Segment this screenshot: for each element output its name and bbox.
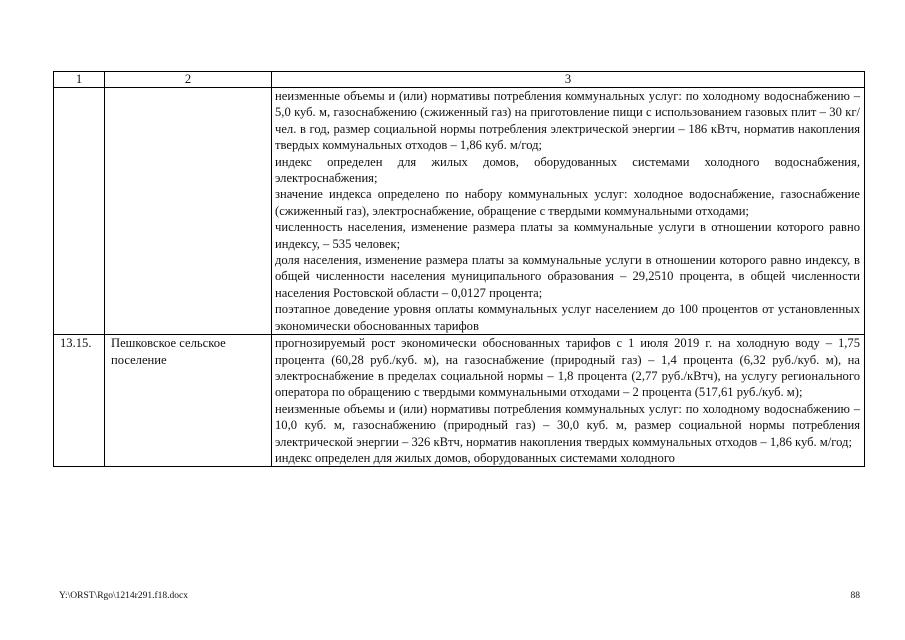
paragraph: доля населения, изменение размера платы за коммунальные услуги в отношении которого равно индексу, в общей численности населения муниципального образования – 29,2510 процента, в общей численности населения Ростовской области – 0,0127 процента;	[275, 253, 860, 300]
description-cell	[272, 335, 865, 467]
column-header-3: 3	[272, 72, 865, 88]
table-row	[54, 88, 865, 335]
footer-file-path: Y:\ORST\Rgo\1214r291.f18.docx	[59, 591, 188, 601]
column-header-1: 1	[54, 72, 105, 88]
paragraph: поэтапное доведение уровня оплаты коммунальных услуг населением до 100 процентов от установленных экономически обоснованных тарифов	[275, 302, 860, 333]
paragraph: численность населения, изменение размера платы за коммунальные услуги в отношении которого равно индексу, – 535 человек;	[275, 220, 860, 251]
description-cell	[272, 88, 865, 335]
page-number: 88	[850, 591, 860, 601]
row-number-cell: 13.15.	[54, 335, 105, 467]
paragraph: неизменные объемы и (или) нормативы потребления коммунальных услуг: по холодному водоснабжению – 10,0 куб. м, газоснабжению (природный газ) – 30,0 куб. м, размер социальной нормы потребления электрической энергии – 326 кВтч, норматив накопления твердых коммунальных отходов – 1,86 куб. м/год;	[275, 401, 860, 449]
paragraph: неизменные объемы и (или) нормативы потребления коммунальных услуг: по холодному водоснабжению – 5,0 куб. м, газоснабжению (сжиженный газ) на приготовление пищи с использованием газовых плит – 30 кг/чел. в год, размер социальной нормы потребления электрической энергии – 186 кВтч, норматив накопления твердых коммунальных отходов – 1,86 куб. м/год;	[275, 89, 860, 153]
table-header-row	[54, 72, 865, 88]
row-number-cell	[54, 88, 105, 335]
paragraph: значение индекса определено по набору коммунальных услуг: холодное водоснабжение, газоснабжение (сжиженный газ), электроснабжение, обращение с твердыми коммунальными отходами;	[275, 187, 860, 218]
table-row	[54, 335, 865, 467]
settlement-name-cell: Пешковское сельское поселение	[105, 335, 272, 467]
document-table	[53, 71, 865, 467]
paragraph: индекс определен для жилых домов, оборудованных системами холодного	[275, 450, 675, 465]
paragraph: индекс определен для жилых домов, оборудованных системами холодного водоснабжения, электроснабжения;	[275, 154, 860, 186]
paragraph: прогнозируемый рост экономически обоснованных тарифов с 1 июля 2019 г. на холодную воду – 1,75 процента (60,28 руб./куб. м), на газоснабжение (природный газ) – 1,4 процента (6,32 руб./куб. м), на электроснабжение в пределах социальной нормы – 1,8 процента (2,77 руб./кВтч), на услугу регионального оператора по обращению с твердыми коммунальными отходами – 2 процента (517,61 руб./куб. м);	[275, 336, 860, 400]
column-header-2: 2	[105, 72, 272, 88]
settlement-name-cell	[105, 88, 272, 335]
